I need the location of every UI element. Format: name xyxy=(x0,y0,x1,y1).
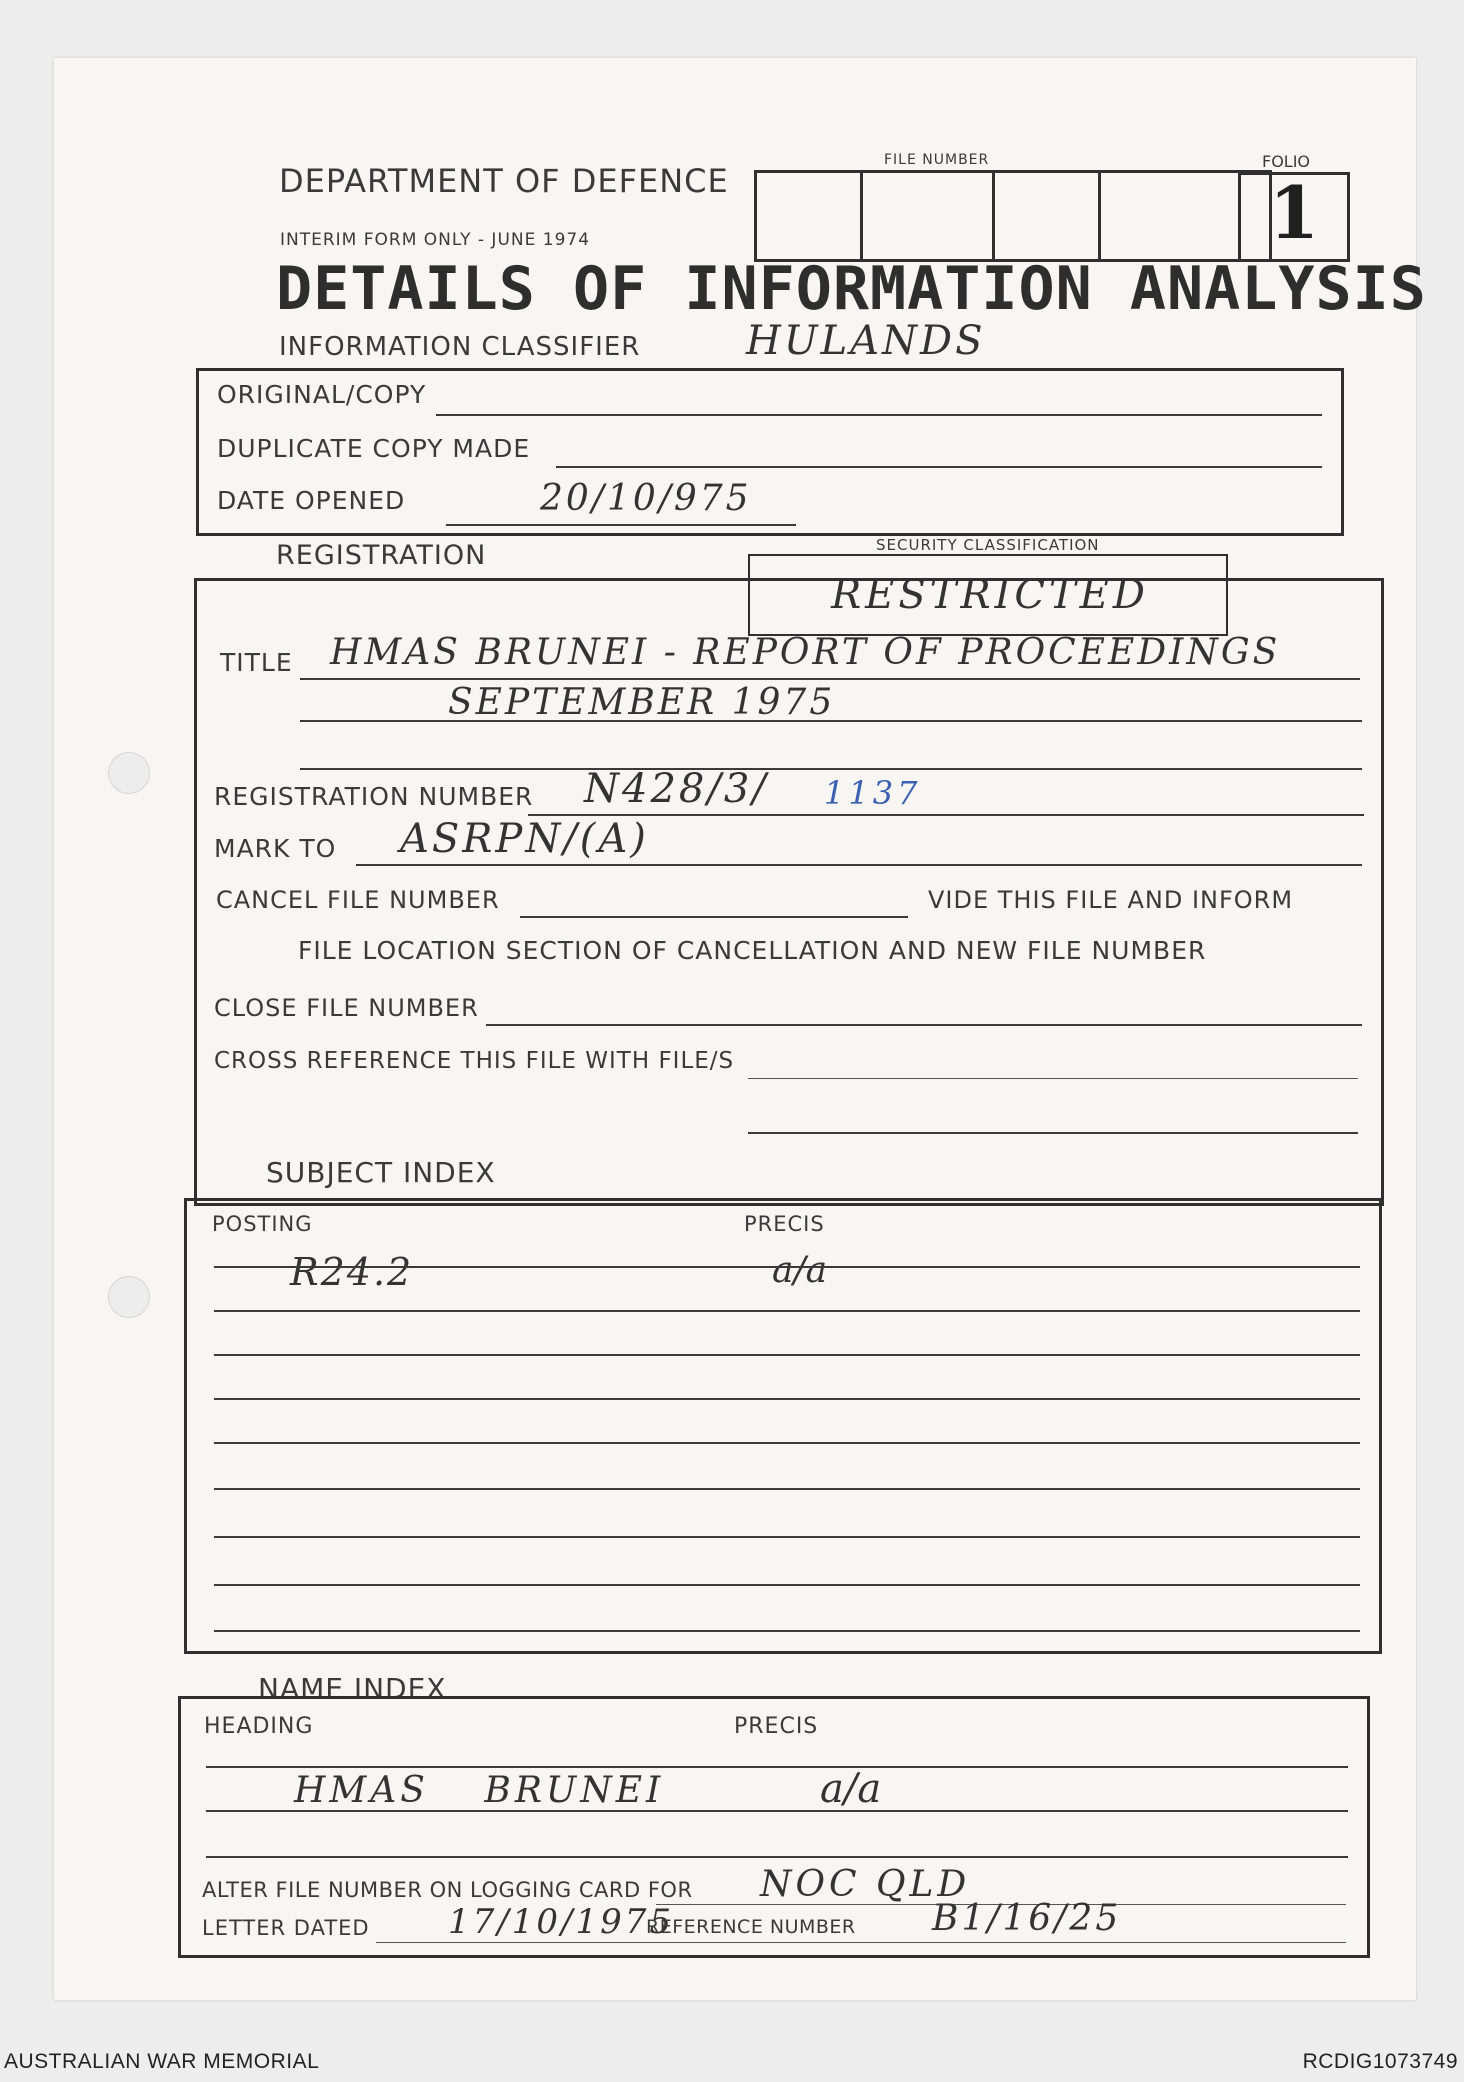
letter-dated-line xyxy=(376,1942,1346,1943)
mark-to-value: ASRPN/(A) xyxy=(400,816,649,862)
title-line-3-rule xyxy=(300,768,1362,770)
registration-number-line xyxy=(528,814,1364,816)
date-opened-line xyxy=(446,524,796,526)
security-classification-label: SECURITY CLASSIFICATION xyxy=(876,536,1100,554)
reference-number-label: REFERENCE NUMBER xyxy=(646,1916,856,1938)
cancel-file-line xyxy=(520,916,908,918)
alter-file-label: ALTER FILE NUMBER ON LOGGING CARD FOR xyxy=(202,1878,693,1902)
file-number-divider xyxy=(1098,170,1101,259)
file-number-divider xyxy=(992,170,995,259)
alter-file-value: NOC QLD xyxy=(760,1864,971,1905)
classifier-value: HULANDS xyxy=(746,318,986,364)
subject-precis-value: a/a xyxy=(772,1250,828,1291)
subject-line xyxy=(214,1442,1360,1444)
punch-hole-upper xyxy=(108,752,150,794)
name-line xyxy=(206,1766,1348,1768)
form-title: DETAILS OF INFORMATION ANALYSIS xyxy=(276,254,1427,324)
registration-heading: REGISTRATION xyxy=(276,540,487,571)
registration-number-value: N428/3/ xyxy=(584,766,769,812)
title-line-2-rule xyxy=(300,720,1362,722)
close-file-line xyxy=(486,1024,1362,1026)
file-number-divider xyxy=(860,170,863,259)
cross-reference-line-1 xyxy=(748,1078,1358,1079)
reference-number-value: B1/16/25 xyxy=(932,1898,1122,1939)
punch-hole-lower xyxy=(108,1276,150,1318)
subject-line xyxy=(214,1630,1360,1632)
subject-line xyxy=(214,1488,1360,1490)
subject-line xyxy=(214,1354,1360,1356)
duplicate-copy-line xyxy=(556,466,1322,468)
cancel-file-label: CANCEL FILE NUMBER xyxy=(216,886,500,914)
subject-precis-label: PRECIS xyxy=(744,1212,825,1236)
name-heading-value: HMAS BRUNEI xyxy=(294,1770,665,1811)
folio-number: 1 xyxy=(1268,170,1320,255)
mark-to-label: MARK TO xyxy=(214,834,337,863)
subject-line xyxy=(214,1536,1360,1538)
folio-label: FOLIO xyxy=(1262,152,1311,171)
footer-record-id: RCDIG1073749 xyxy=(1302,2050,1458,2073)
title-line-1-rule xyxy=(300,678,1360,680)
security-classification-value: RESTRICTED xyxy=(831,572,1149,618)
title-line-2: SEPTEMBER 1975 xyxy=(448,682,836,723)
name-line xyxy=(206,1810,1348,1812)
classifier-label: INFORMATION CLASSIFIER xyxy=(279,332,641,362)
vide-label: VIDE THIS FILE AND INFORM xyxy=(928,886,1294,914)
registration-number-suffix: 1137 xyxy=(824,774,922,812)
original-copy-line xyxy=(436,414,1322,416)
name-precis-label: PRECIS xyxy=(734,1714,819,1739)
subject-line xyxy=(214,1310,1360,1312)
name-precis-value: a/a xyxy=(820,1766,882,1812)
name-index-heading: NAME INDEX xyxy=(258,1672,447,1705)
department-heading: DEPARTMENT OF DEFENCE xyxy=(279,162,729,200)
duplicate-copy-label: DUPLICATE COPY MADE xyxy=(217,434,531,463)
file-number-label: FILE NUMBER xyxy=(884,152,990,168)
subject-index-heading: SUBJECT INDEX xyxy=(266,1156,496,1189)
registration-number-label: REGISTRATION NUMBER xyxy=(214,782,534,811)
title-label: TITLE xyxy=(220,648,293,677)
mark-to-line xyxy=(356,864,1362,866)
letter-dated-label: LETTER DATED xyxy=(202,1916,370,1940)
heading-label: HEADING xyxy=(204,1714,314,1739)
cross-reference-line-2 xyxy=(748,1132,1358,1134)
subject-line xyxy=(214,1266,1360,1268)
posting-value: R24.2 xyxy=(290,1250,414,1294)
letter-dated-value: 17/10/1975 xyxy=(448,1902,674,1942)
footer-archive-name: AUSTRALIAN WAR MEMORIAL xyxy=(4,2050,320,2073)
document-page xyxy=(54,58,1427,2000)
cross-reference-label: CROSS REFERENCE THIS FILE WITH FILE/S xyxy=(214,1048,735,1074)
close-file-label: CLOSE FILE NUMBER xyxy=(214,994,479,1022)
date-opened-value: 20/10/975 xyxy=(540,478,752,519)
file-location-text: FILE LOCATION SECTION OF CANCELLATION AND NEW FILE NUMBER xyxy=(298,936,1207,965)
title-line-1: HMAS BRUNEI - REPORT OF PROCEEDINGS xyxy=(330,632,1281,673)
subject-line xyxy=(214,1398,1360,1400)
name-line xyxy=(206,1856,1348,1858)
original-copy-label: ORIGINAL/COPY xyxy=(217,380,427,409)
date-opened-label: DATE OPENED xyxy=(217,486,406,515)
posting-label: POSTING xyxy=(212,1212,313,1236)
file-number-boxes xyxy=(754,170,1272,262)
subject-line xyxy=(214,1584,1360,1586)
interim-note: INTERIM FORM ONLY - JUNE 1974 xyxy=(280,230,591,250)
